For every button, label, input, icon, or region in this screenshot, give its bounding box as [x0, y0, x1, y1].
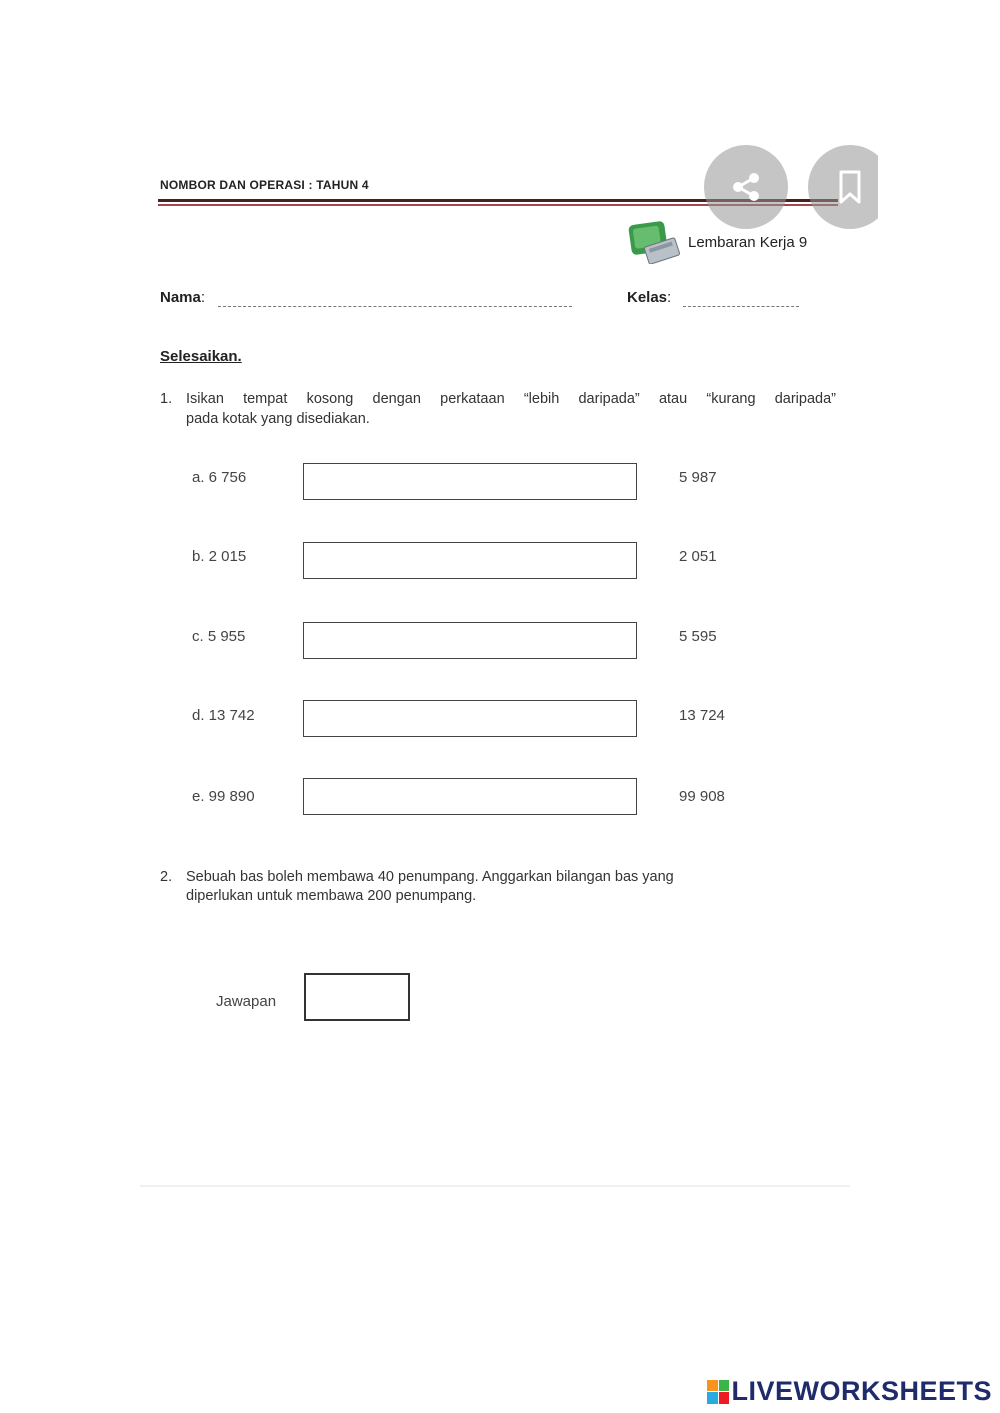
name-input-line[interactable] [218, 306, 572, 307]
class-input-line[interactable] [683, 306, 799, 307]
question-1-number: 1. [160, 391, 173, 407]
comparison-left-b: b. 2 015 [192, 548, 247, 565]
instruction-heading: Selesaikan. [160, 348, 242, 365]
question-2-text-line1: Sebuah bas boleh membawa 40 penumpang. Anggarkan bilangan bas yang [186, 869, 674, 885]
comparison-left-d: d. 13 742 [192, 707, 255, 724]
comparison-right-a: 5 987 [679, 469, 717, 486]
class-label: Kelas [627, 289, 668, 306]
question-1-text-line2: pada kotak yang disediakan. [186, 411, 370, 427]
answer-box-a[interactable] [303, 463, 637, 500]
question-1-text-line1: Isikan tempat kosong dengan perkataan “lebih daripada” atau “kurang daripada” [186, 391, 836, 407]
name-field [160, 289, 205, 306]
comparison-right-b: 2 051 [679, 548, 717, 565]
chalkboard-calculator-icon [628, 220, 682, 264]
brand-name: LIVEWORKSHEETS [731, 1376, 992, 1406]
comparison-left-c: c. 5 955 [192, 628, 246, 645]
answer-box-d[interactable] [303, 700, 637, 737]
answer-box-c[interactable] [303, 622, 637, 659]
comparison-left-e: e. 99 890 [192, 788, 255, 805]
class-colon: : [667, 289, 672, 306]
worksheet-topic-title: NOMBOR DAN OPERASI : TAHUN 4 [160, 178, 369, 192]
bookmark-button[interactable] [808, 145, 878, 229]
comparison-right-e: 99 908 [679, 788, 725, 805]
liveworksheets-brand[interactable] [707, 1376, 992, 1407]
name-colon: : [200, 289, 206, 306]
liveworksheets-logo-icon [707, 1380, 729, 1404]
class-field [627, 289, 671, 306]
share-button[interactable] [704, 145, 788, 229]
share-icon [726, 167, 766, 207]
worksheet-tag [628, 218, 807, 266]
answer-box-q2[interactable] [304, 973, 410, 1021]
comparison-right-d: 13 724 [679, 707, 725, 724]
question-2-number: 2. [160, 869, 173, 885]
name-label: Nama [160, 289, 201, 306]
answer-box-e[interactable] [303, 778, 637, 815]
comparison-left-a: a. 6 756 [192, 469, 247, 486]
comparison-right-c: 5 595 [679, 628, 717, 645]
answer-label: Jawapan [216, 993, 277, 1010]
bookmark-icon [833, 167, 867, 207]
question-2-text-line2: diperlukan untuk membawa 200 penumpang. [186, 888, 477, 904]
page-bottom-divider [140, 1185, 850, 1187]
answer-box-b[interactable] [303, 542, 637, 579]
worksheet-number-label: Lembaran Kerja 9 [688, 233, 808, 251]
